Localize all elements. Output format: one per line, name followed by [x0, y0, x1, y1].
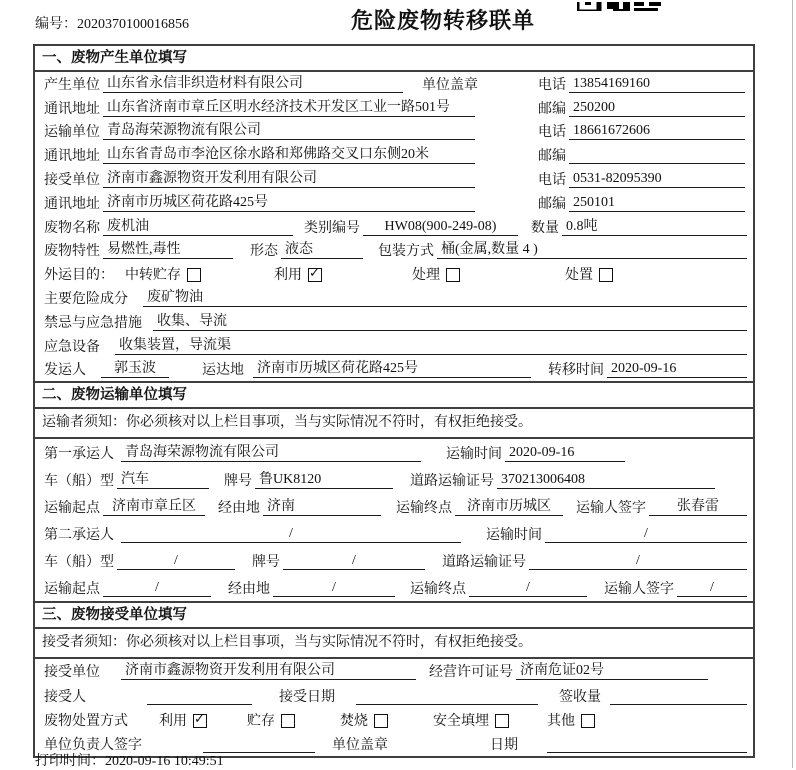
date-value: [547, 735, 747, 753]
row-carrier2: [35, 520, 753, 547]
transporter-value: 青岛海荣源物流有限公司: [103, 122, 475, 140]
page-title: 危险废物转移联单: [350, 8, 535, 33]
section3-heading: 三、废物接受单位填写: [35, 601, 753, 629]
row-waste-name: [35, 215, 753, 239]
row-vehicle1: [35, 466, 753, 493]
disposal-option-landfill: [433, 710, 509, 730]
end1-value: 济南市历城区: [455, 498, 563, 516]
disposal-option-label: 利用: [159, 713, 187, 729]
via1-value: 济南: [263, 498, 381, 516]
category-label: 类别编号: [304, 220, 360, 236]
purpose-option-dispose: [565, 264, 613, 284]
receiver-phone-value: 0531-82095390: [569, 170, 745, 188]
time1-label: 运输时间: [446, 446, 502, 462]
document-header: [0, 0, 796, 44]
producer-addr-label: 通讯地址: [44, 101, 100, 117]
acceptor-label: 接受人: [44, 689, 86, 705]
carrier2-label: 第二承运人: [44, 527, 114, 543]
section1-heading: 一、废物产生单位填写: [35, 46, 753, 72]
disposal-option-label: 安全填埋: [433, 713, 489, 729]
section2-heading: 二、废物运输单位填写: [35, 381, 753, 409]
checkbox-disposal-landfill: [495, 714, 509, 728]
transporter-zip-label: 邮编: [538, 149, 566, 165]
vehicle2-label: 车（船）型: [44, 554, 114, 570]
plate1-value: 鲁UK8120: [255, 471, 393, 489]
equipment-label: 应急设备: [44, 339, 100, 355]
taboo-label: 禁忌与应急措施: [44, 315, 142, 331]
sign-qty-value: [610, 687, 747, 705]
category-value: HW08(900-249-08): [363, 218, 518, 236]
producer-phone-label: 电话: [538, 77, 566, 93]
road1-label: 道路运输证号: [410, 473, 494, 489]
via1-label: 经由地: [218, 500, 260, 516]
section3-rows: [35, 659, 753, 756]
receiver-zip-value: 250101: [569, 194, 745, 212]
row-hazard: [35, 286, 753, 310]
checkbox-disposal-store: [281, 714, 295, 728]
checkbox-utilize: [308, 268, 322, 282]
checkbox-treat: [446, 268, 460, 282]
time2-label: 运输时间: [486, 527, 542, 543]
row-producer-address: [35, 96, 753, 120]
producer-addr-value: 山东省济南市章丘区明水经济技术开发区工业一路501号: [103, 99, 475, 117]
vehicle1-value: 汽车: [117, 471, 209, 489]
receiver-addr-value: 济南市历城区荷花路425号: [103, 194, 475, 212]
row-accept-unit: [35, 659, 753, 683]
transporter-zip-value: [569, 146, 745, 164]
checkbox-transfer-storage: [187, 268, 201, 282]
end2-label: 运输终点: [410, 581, 466, 597]
carrier1-label: 第一承运人: [44, 446, 114, 462]
qty-value: 0.8吨: [562, 218, 747, 236]
receiver-zip-field: [535, 193, 747, 213]
receiver-value: 济南市鑫源物资开发利用有限公司: [103, 170, 475, 188]
road2-value: /: [529, 552, 747, 570]
row-receiver-address: [35, 191, 753, 215]
plate2-label: 牌号: [252, 554, 280, 570]
disposal-option-utilize: [159, 710, 207, 730]
print-time-value: 2020-09-16 10:49:51: [105, 754, 224, 769]
row-carrier1: [35, 439, 753, 466]
transporter-phone-value: 18661672606: [569, 122, 745, 140]
qty-label: 数量: [531, 220, 559, 236]
transporter-label: 运输单位: [44, 125, 100, 141]
row-vehicle2: [35, 547, 753, 574]
via2-value: /: [273, 579, 395, 597]
row-taboo: [35, 310, 753, 334]
unit-seal-label: 单位盖章: [332, 738, 388, 754]
dest-value: 济南市历城区荷花路425号: [253, 360, 531, 378]
accept-date-value: [356, 687, 538, 705]
producer-zip-label: 邮编: [538, 101, 566, 117]
disposal-option-label: 其他: [547, 713, 575, 729]
head-sign-label: 单位负责人签字: [44, 738, 142, 754]
disposal-option-store: [247, 710, 295, 730]
row-route2: [35, 574, 753, 601]
permit-value: 济南危证02号: [516, 662, 708, 680]
transfer-time-label: 转移时间: [548, 363, 604, 379]
producer-seal-label: 单位盖章: [422, 77, 478, 93]
page-right-edge: [792, 0, 793, 768]
purpose-option-label: 处置: [565, 268, 593, 284]
vehicle2-value: /: [117, 552, 235, 570]
purpose-option-transfer-storage: [125, 264, 201, 284]
purpose-option-label: 利用: [274, 268, 302, 284]
time2-value: /: [545, 525, 747, 543]
producer-value: 山东省永信非织造材料有限公司: [103, 75, 403, 93]
row-transporter: [35, 120, 753, 144]
producer-zip-value: 250200: [569, 99, 745, 117]
waste-name-label: 废物名称: [44, 220, 100, 236]
receiver-zip-label: 邮编: [538, 196, 566, 212]
producer-label: 产生单位: [44, 77, 100, 93]
plate2-value: /: [283, 552, 425, 570]
print-time: [35, 750, 224, 770]
row-receiver: [35, 167, 753, 191]
producer-phone-field: [535, 74, 747, 94]
section2-notice: 运输者须知：你必须核对以上栏目事项，当与实际情况不符时，有权拒绝接受。: [35, 409, 753, 439]
receiver-phone-field: [535, 169, 747, 189]
sign1-value: 张春雷: [649, 498, 747, 516]
date-label: 日期: [490, 738, 518, 754]
row-transporter-address: [35, 143, 753, 167]
form-label: 形态: [250, 244, 278, 260]
transporter-zip-field: [535, 145, 747, 165]
hazard-value: 废矿物油: [143, 289, 747, 307]
via2-label: 经由地: [228, 581, 270, 597]
accept-date-label: 接受日期: [279, 689, 335, 705]
property-value: 易燃性,毒性: [103, 241, 233, 259]
purpose-option-label: 处理: [412, 268, 440, 284]
sign2-value: /: [677, 579, 747, 597]
start1-label: 运输起点: [44, 500, 100, 516]
row-disposal: [35, 708, 753, 732]
transporter-phone-label: 电话: [538, 125, 566, 141]
print-time-label: 打印时间：: [35, 754, 105, 769]
carrier2-value: /: [121, 525, 461, 543]
sign2-label: 运输人签字: [604, 581, 674, 597]
sign-qty-label: 签收量: [559, 689, 601, 705]
serial-value: 2020370100016856: [77, 17, 189, 32]
end2-value: /: [469, 579, 587, 597]
end1-label: 运输终点: [396, 500, 452, 516]
row-waste-property: [35, 239, 753, 263]
equipment-value: 收集装置，导流渠: [115, 337, 747, 355]
packing-value: 桶(金属,数量 4 ): [437, 241, 747, 259]
purpose-option-label: 中转贮存: [125, 268, 181, 284]
transfer-time-value: 2020-09-16: [607, 360, 747, 378]
receiver-label: 接受单位: [44, 173, 100, 189]
accept-unit-value: 济南市鑫源物资开发利用有限公司: [121, 662, 416, 680]
time1-value: 2020-09-16: [505, 444, 625, 462]
manifest-form: [33, 44, 755, 758]
road2-label: 道路运输证号: [442, 554, 526, 570]
disposal-label: 废物处置方式: [44, 713, 128, 729]
sign1-label: 运输人签字: [576, 500, 646, 516]
acceptor-value: [147, 687, 252, 705]
accept-unit-label: 接受单位: [44, 665, 100, 681]
section1-rows: [35, 72, 753, 381]
purpose-option-treat: [412, 264, 460, 284]
transporter-addr-label: 通讯地址: [44, 149, 100, 165]
row-purpose: [35, 262, 753, 286]
section3-notice: 接受者须知：你必须核对以上栏目事项，当与实际情况不符时，有权拒绝接受。: [35, 629, 753, 659]
disposal-option-other: [547, 710, 595, 730]
property-label: 废物特性: [44, 244, 100, 260]
carrier1-value: 青岛海荣源物流有限公司: [121, 444, 421, 462]
taboo-value: 收集、导流: [153, 313, 747, 331]
row-equipment: [35, 334, 753, 358]
row-consignor: [35, 358, 753, 382]
consignor-label: 发运人: [44, 363, 86, 379]
producer-phone-value: 13854169160: [569, 75, 745, 93]
receiver-addr-label: 通讯地址: [44, 196, 100, 212]
checkbox-disposal-utilize: [193, 714, 207, 728]
checkbox-disposal-incinerate: [374, 714, 388, 728]
plate1-label: 牌号: [224, 473, 252, 489]
start1-value: 济南市章丘区: [103, 498, 205, 516]
receiver-phone-label: 电话: [538, 173, 566, 189]
row-route1: [35, 493, 753, 520]
packing-label: 包装方式: [378, 244, 434, 260]
waste-name-value: 废机油: [103, 218, 293, 236]
transporter-addr-value: 山东省青岛市李沧区徐水路和郑佛路交叉口东侧20米: [103, 146, 475, 164]
transporter-phone-field: [535, 121, 747, 141]
start2-value: /: [103, 579, 211, 597]
row-producer: [35, 72, 753, 96]
qr-code-fragment-icon: [577, 0, 663, 11]
disposal-option-label: 焚烧: [340, 713, 368, 729]
start2-label: 运输起点: [44, 581, 100, 597]
serial-label: 编号：: [35, 17, 77, 32]
road1-value: 370213006408: [497, 471, 715, 489]
purpose-option-utilize: [274, 264, 322, 284]
checkbox-dispose: [599, 268, 613, 282]
purpose-label: 外运目的：: [44, 268, 114, 284]
disposal-option-label: 贮存: [247, 713, 275, 729]
dest-label: 运达地: [202, 363, 244, 379]
section2-rows: [35, 439, 753, 601]
row-acceptor: [35, 684, 753, 708]
checkbox-disposal-other: [581, 714, 595, 728]
hazard-label: 主要危险成分: [44, 292, 128, 308]
permit-label: 经营许可证号: [429, 665, 513, 681]
disposal-option-incinerate: [340, 710, 388, 730]
form-value: 液态: [281, 241, 363, 259]
consignor-value: 郭玉波: [101, 360, 169, 378]
vehicle1-label: 车（船）型: [44, 473, 114, 489]
producer-zip-field: [535, 98, 747, 118]
